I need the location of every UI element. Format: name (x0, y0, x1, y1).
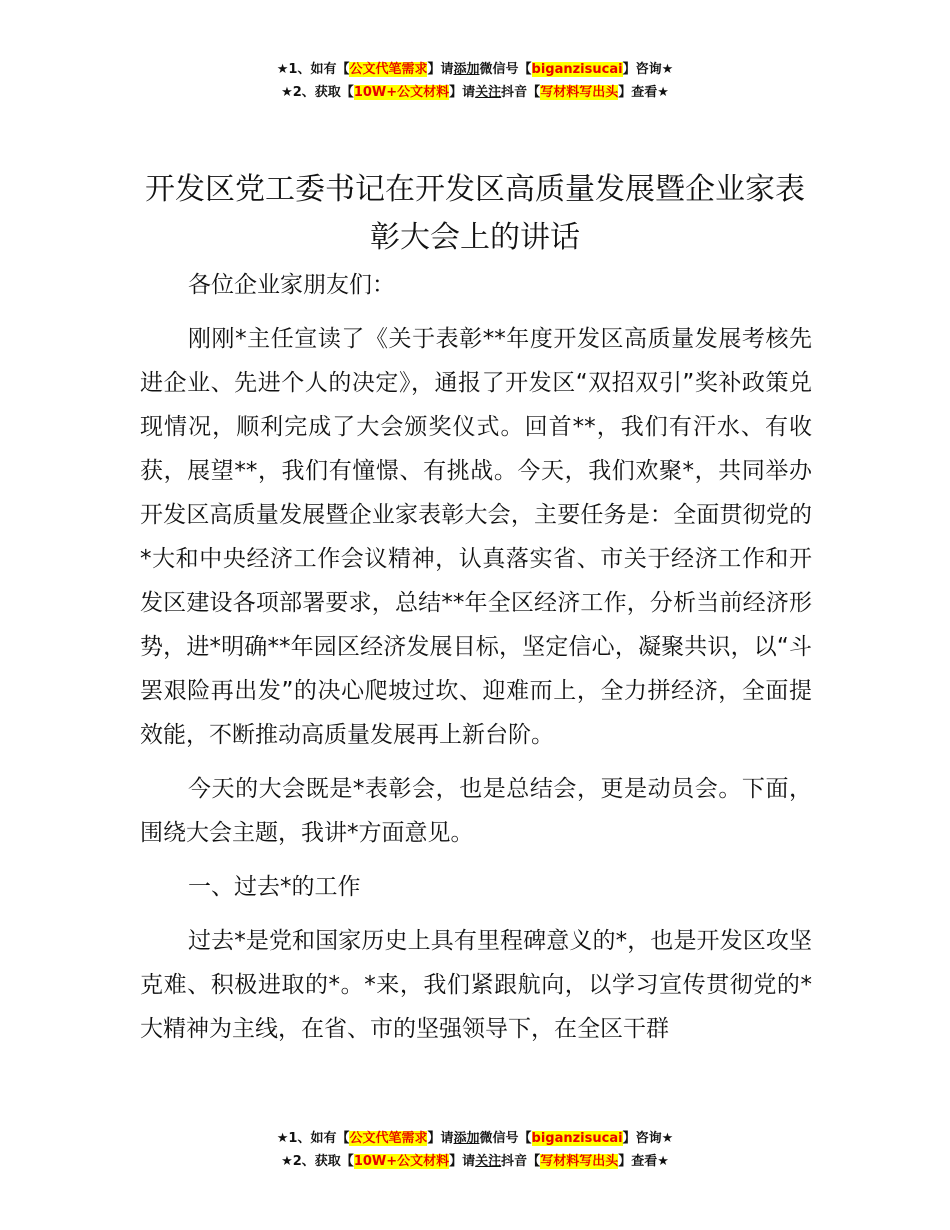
douyin-id-highlight: 写材料写出头 (540, 1154, 619, 1169)
body-paragraph: 刚刚*主任宣读了《关于表彰**年度开发区高质量发展考核先进企业、先进个人的决定》，通报了开发区“双招双引”奖补政策兑现情况，顺利完成了大会颁奖仪式。回首**，我们有汗水、有收获，展望**，我们有憧憬、有挑战。今天，我们欢聚*，共同举办开发区高质量发展暨企业家表彰大会，主要任务是：全面贯彻党的*大和中央经济工作会议精神，认真落实省、市关于经济工作和开发区建设各项部署要求，总结**年全区经济工作，分析当前经济形势，进*明确**年园区经济发展目标，坚定信心，凝聚共识，以“斗罢艰险再出发”的决心爬坡过坎、迎难而上，全力拼经济，全面提效能，不断推动高质量发展再上新台阶。 (140, 326, 812, 748)
star-icon: ★ (657, 85, 669, 100)
promo-emphasis: 关注 (475, 85, 502, 100)
douyin-id-highlight: 写材料写出头 (540, 85, 619, 100)
promo-text: 1、如有【 (288, 62, 350, 77)
star-icon: ★ (281, 85, 293, 100)
promo-highlight: 公文代笔需求 (349, 1131, 428, 1146)
document-body (140, 263, 812, 1061)
promo-text: 】请 (427, 62, 454, 77)
promo-text: 】查看 (618, 1154, 658, 1169)
header-promo-banner (0, 58, 950, 104)
promo-highlight: 10W+公文材料 (353, 85, 450, 100)
promo-text: 抖音【 (501, 85, 541, 100)
document-title: 开发区党工委书记在开发区高质量发展暨企业家表彰大会上的讲话 (145, 172, 805, 255)
promo-emphasis: 添加 (453, 1131, 480, 1146)
body-paragraph: 过去*是党和国家历史上具有里程碑意义的*，也是开发区攻坚克难、积极进取的*。*来，我们紧跟航向，以学习宣传贯彻党的*大精神为主线，在省、市的坚强领导下，在全区干群 (140, 928, 812, 1042)
footer-promo-banner (0, 1127, 950, 1173)
body-paragraph: 今天的大会既是*表彰会，也是总结会，更是动员会。下面，围绕大会主题，我讲*方面意见。 (140, 776, 812, 846)
promo-highlight: 公文代笔需求 (349, 62, 428, 77)
promo-line-1 (0, 58, 950, 81)
promo-line-2 (0, 1150, 950, 1173)
promo-text: 】请 (449, 85, 476, 100)
promo-text: 1、如有【 (288, 1131, 350, 1146)
wechat-id-highlight: biganzisucai (531, 1131, 623, 1146)
promo-text: 2、获取【 (292, 1154, 354, 1169)
star-icon: ★ (657, 1154, 669, 1169)
promo-text: 2、获取【 (292, 85, 354, 100)
promo-text: 】咨询 (622, 1131, 662, 1146)
promo-text: 】请 (427, 1131, 454, 1146)
promo-emphasis: 添加 (453, 62, 480, 77)
promo-emphasis: 关注 (475, 1154, 502, 1169)
star-icon: ★ (661, 62, 674, 77)
promo-text: 微信号【 (479, 62, 532, 77)
star-icon: ★ (661, 1131, 674, 1146)
promo-highlight: 10W+公文材料 (353, 1154, 450, 1169)
star-icon: ★ (276, 1131, 289, 1146)
promo-text: 】咨询 (622, 62, 662, 77)
salutation-paragraph: 各位企业家朋友们： (188, 272, 395, 298)
section-heading: 一、过去*的工作 (188, 874, 361, 900)
promo-line-1 (0, 1127, 950, 1150)
promo-text: 】请 (449, 1154, 476, 1169)
promo-text: 微信号【 (479, 1131, 532, 1146)
wechat-id-highlight: biganzisucai (531, 62, 623, 77)
star-icon: ★ (276, 62, 289, 77)
star-icon: ★ (281, 1154, 293, 1169)
promo-line-2 (0, 81, 950, 104)
promo-text: 抖音【 (501, 1154, 541, 1169)
promo-text: 】查看 (618, 85, 658, 100)
